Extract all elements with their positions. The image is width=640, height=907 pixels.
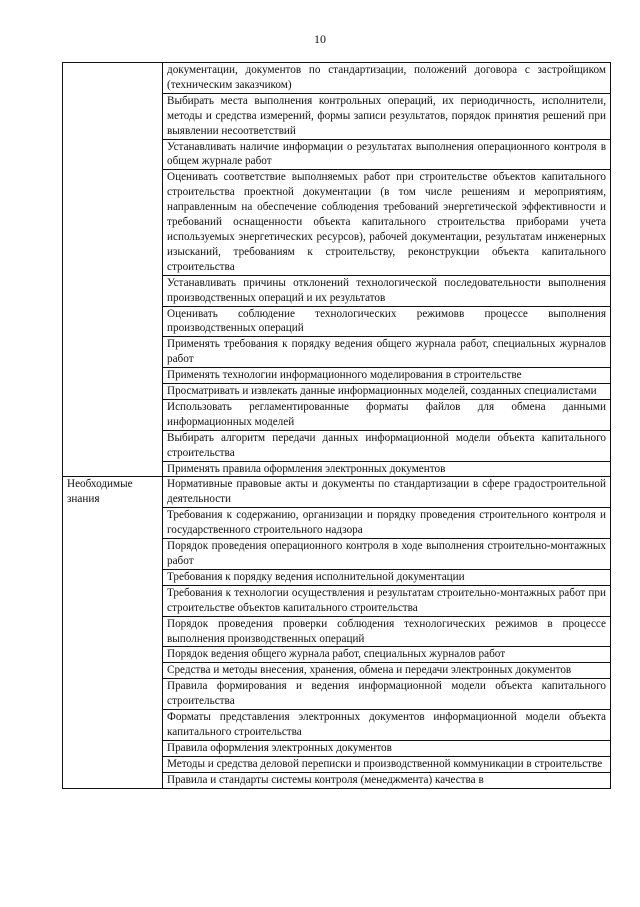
table-cell-item: Использовать регламентированные форматы файлов для обмена данными информационных моделей: [163, 399, 611, 430]
table-cell-item: Нормативные правовые акты и документы по стандартизации в сфере градостроительной деятельности: [163, 477, 611, 508]
table-cell-item: Порядок проведения проверки соблюдения технологических режимов в процессе выполнения производственных операций: [163, 616, 611, 647]
table-cell-item: Устанавливать наличие информации о результатах выполнения операционного контроля в общем журнале работ: [163, 139, 611, 170]
table-cell-item: Применять правила оформления электронных документов: [163, 461, 611, 477]
table-cell-item: Порядок ведения общего журнала работ, специальных журналов работ: [163, 647, 611, 663]
table-cell-item: Выбирать места выполнения контрольных операций, их периодичность, исполнители, методы и средства измерений, формы записи результатов, порядок принятия решений при выявлении несоответствий: [163, 93, 611, 139]
table-cell-item: Правила и стандарты системы контроля (менеджмента) качества в: [163, 772, 611, 788]
table-cell-item: документации, документов по стандартизации, положений договора с застройщиком (техническим заказчиком): [163, 63, 611, 94]
table-cell-item: Устанавливать причины отклонений технологической последовательности выполнения производственных операций и их результатов: [163, 275, 611, 306]
table-cell-item: Выбирать алгоритм передачи данных информационной модели объекта капитального строительства: [163, 430, 611, 461]
table-cell-item: Методы и средства деловой переписки и производственной коммуникации в строительстве: [163, 756, 611, 772]
table-cell-item: Форматы представления электронных документов информационной модели объекта капитального строительства: [163, 710, 611, 741]
section-label: Необходимые знания: [63, 477, 163, 788]
page-number: 10: [314, 32, 326, 46]
table-cell-item: Применять требования к порядку ведения общего журнала работ, специальных журналов работ: [163, 337, 611, 368]
table-row: [63, 477, 611, 508]
table-cell-item: Средства и методы внесения, хранения, обмена и передачи электронных документов: [163, 663, 611, 679]
table-cell-item: Требования к порядку ведения исполнительной документации: [163, 569, 611, 585]
section-label: [63, 63, 163, 477]
competency-table: [62, 62, 611, 789]
table-cell-item: Порядок проведения операционного контроля в ходе выполнения строительно-монтажных работ: [163, 539, 611, 570]
table-row: [63, 63, 611, 94]
table-cell-item: Оценивать соблюдение технологических режимовв процессе выполнения производственных операций: [163, 306, 611, 337]
table-cell-item: Правила формирования и ведения информационной модели объекта капитального строительства: [163, 679, 611, 710]
table-cell-item: Правила оформления электронных документов: [163, 740, 611, 756]
table-cell-item: Оценивать соответствие выполняемых работ при строительстве объектов капитального строительства проектной документации (в том числе решениям и мероприятиям, направленным на обеспечение соблюдения требований энергетической эффективности и требований оснащенности объекта капитального строительства приборами учета используемых энергетических ресурсов), рабочей документации, результатам инженерных изысканий, требованиям к строительству, реконструкции объекта капитального строительства: [163, 170, 611, 275]
table-cell-item: Требования к технологии осуществления и результатам строительно-монтажных работ при строительстве объектов капитального строительства: [163, 585, 611, 616]
table-cell-item: Требования к содержанию, организации и порядку проведения строительного контроля и государственного строительного надзора: [163, 508, 611, 539]
table-cell-item: Применять технологии информационного моделирования в строительстве: [163, 368, 611, 384]
table-cell-item: Просматривать и извлекать данные информационных моделей, созданных специалистами: [163, 384, 611, 400]
